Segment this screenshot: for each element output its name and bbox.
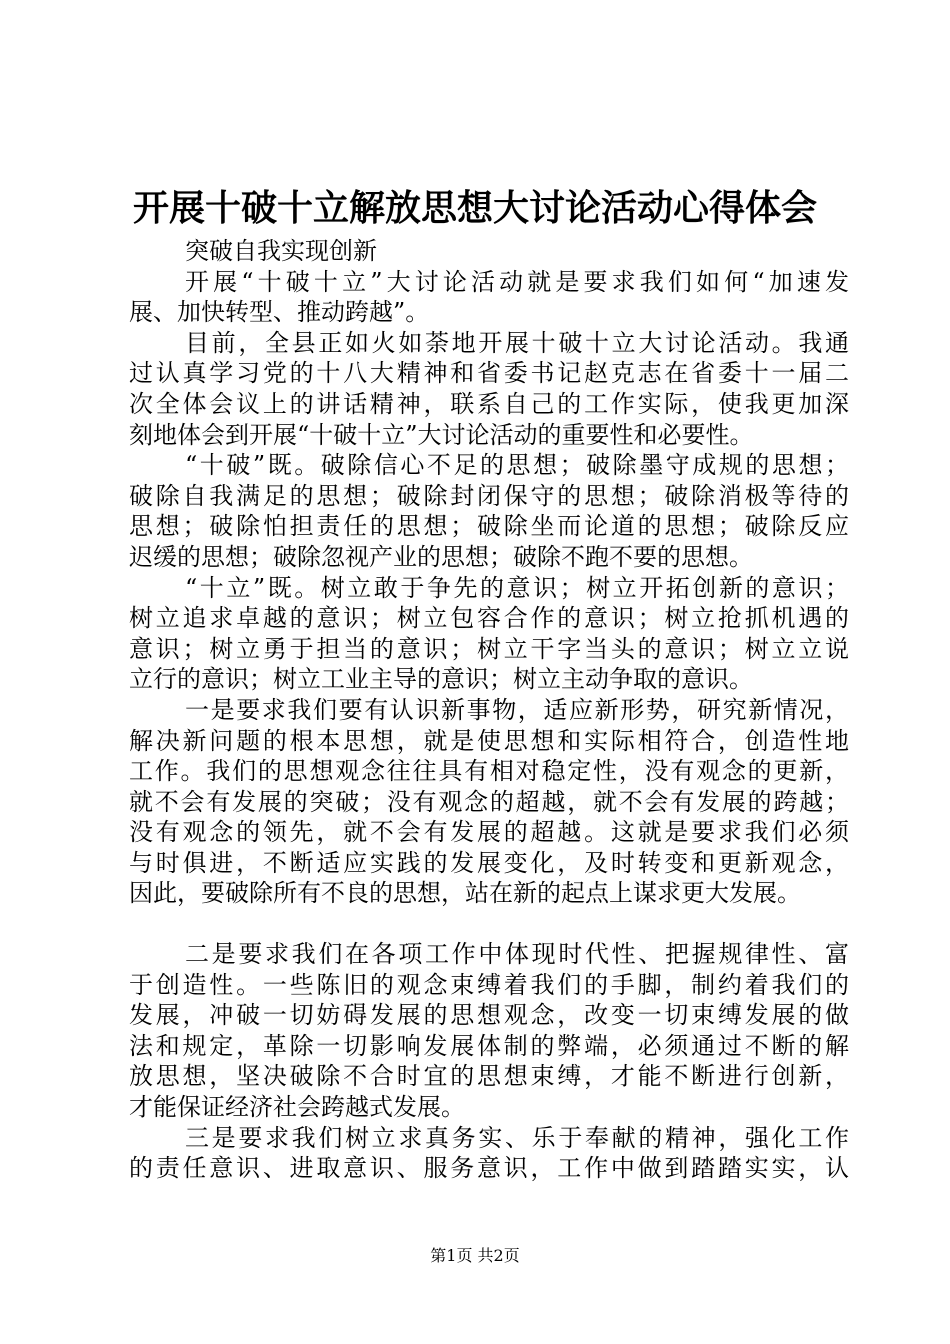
text-line: 树立追求卓越的意识；树立包容合作的意识；树立抢抓机遇的: [129, 604, 849, 633]
text-line: 三是要求我们树立求真务实、乐于奉献的精神，强化工作: [185, 1123, 849, 1152]
text-line: 过认真学习党的十八大精神和省委书记赵克志在省委十一届二: [129, 359, 849, 388]
text-line: 展、加快转型、推动跨越”。: [129, 298, 430, 327]
text-line: 思想；破除怕担责任的思想；破除坐而论道的思想；破除反应: [129, 512, 849, 541]
text-line: 刻地体会到开展“十破十立”大讨论活动的重要性和必要性。: [129, 420, 754, 449]
text-line: 二是要求我们在各项工作中体现时代性、把握规律性、富: [185, 940, 849, 969]
text-line: 因此，要破除所有不良的思想，站在新的起点上谋求更大发展。: [129, 879, 801, 908]
text-line: 开展“十破十立”大讨论活动就是要求我们如何“加速发: [185, 267, 849, 296]
text-line: 才能保证经济社会跨越式发展。: [129, 1093, 465, 1122]
text-line: 发展，冲破一切妨碍发展的思想观念，改变一切束缚发展的做: [129, 1001, 849, 1030]
text-line: 次全体会议上的讲话精神，联系自己的工作实际，使我更加深: [129, 389, 849, 418]
text-line: 就不会有发展的突破；没有观念的超越，就不会有发展的跨越；: [129, 787, 849, 816]
text-line: 一是要求我们要有认识新事物，适应新形势，研究新情况，: [185, 695, 849, 724]
text-line: 破除自我满足的思想；破除封闭保守的思想；破除消极等待的: [129, 481, 849, 510]
text-line: 的责任意识、进取意识、服务意识，工作中做到踏踏实实，认: [129, 1154, 849, 1183]
text-line: 目前，全县正如火如荼地开展十破十立大讨论活动。我通: [185, 328, 849, 357]
text-line: 于创造性。一些陈旧的观念束缚着我们的手脚，制约着我们的: [129, 970, 849, 999]
page-footer: 第1页 共2页: [430, 1246, 520, 1265]
text-line: 迟缓的思想；破除忽视产业的思想；破除不跑不要的思想。: [129, 542, 753, 571]
text-line: 意识；树立勇于担当的意识；树立干字当头的意识；树立立说: [129, 634, 849, 663]
text-line: 立行的意识；树立工业主导的意识；树立主动争取的意识。: [129, 665, 753, 694]
text-line: 法和规定，革除一切影响发展体制的弊端，必须通过不断的解: [129, 1031, 849, 1060]
document-title: 开展十破十立解放思想大讨论活动心得体会: [132, 187, 817, 229]
text-line: “十破”既。破除信心不足的思想；破除墨守成规的思想；: [185, 451, 849, 480]
text-line: 解决新问题的根本思想，就是使思想和实际相符合，创造性地: [129, 726, 849, 755]
paragraph-gap: [129, 909, 849, 939]
text-line: “十立”既。树立敢于争先的意识；树立开拓创新的意识；: [185, 573, 849, 602]
text-line: 工作。我们的思想观念往往具有相对稳定性，没有观念的更新，: [129, 757, 849, 786]
text-line: 没有观念的领先，就不会有发展的超越。这就是要求我们必须: [129, 818, 849, 847]
document-body: [129, 236, 849, 1184]
text-line: 与时俱进，不断适应实践的发展变化，及时转变和更新观念，: [129, 848, 849, 877]
text-line: 放思想，坚决破除不合时宜的思想束缚，才能不断进行创新，: [129, 1062, 849, 1091]
text-line: 突破自我实现创新: [185, 237, 377, 265]
